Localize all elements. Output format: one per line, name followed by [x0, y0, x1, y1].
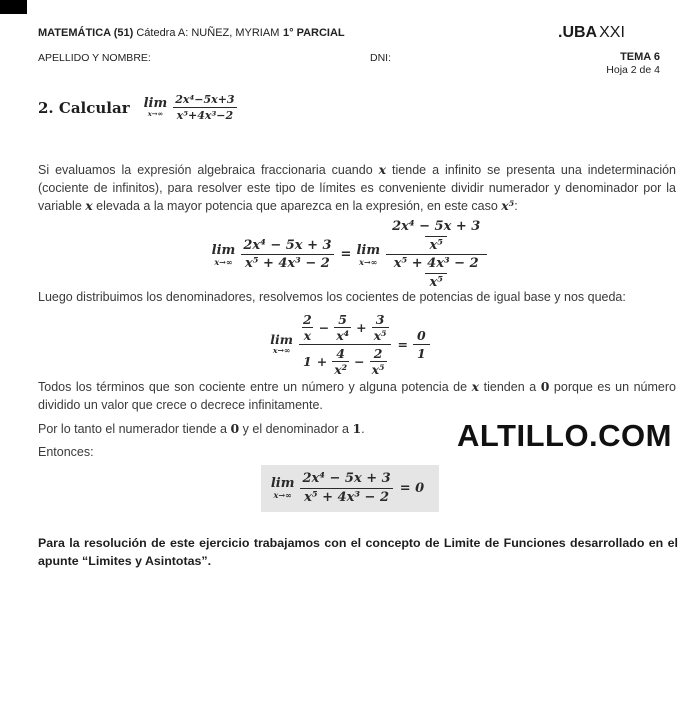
tema-label: TEMA 6 — [620, 51, 660, 63]
limit-operator: lim x→∞ — [211, 242, 236, 267]
equals-sign: = — [397, 337, 409, 352]
plus-sign: + — [356, 320, 367, 335]
fraction-rhs — [384, 219, 488, 290]
course-name: MATEMÁTICA (51) — [38, 27, 134, 39]
fraction-lhs: $\frac{\text{2x⁴ − 5x + 3}}{\text{x⁵ + 4x³ − 2}}$ — [239, 238, 335, 272]
formula-simplified-limit — [0, 312, 700, 377]
math-num-one: 1 — [352, 421, 362, 436]
logo-xxi: XXI — [599, 24, 625, 41]
paragraph-terminos: Todos los términos que son cociente entre un número y alguna potencia de x tienden a 0 porque es un número dividido un valor que crece o decrece infinitamente. — [38, 379, 676, 412]
scan-corner-mark — [0, 0, 27, 14]
plus-sign: + — [316, 354, 328, 369]
math-var-x: x — [378, 162, 387, 177]
paragraph-distribuimos: Luego distribuimos los denominadores, resolvemos los cocientes de potencias de igual base y nos queda: — [38, 290, 626, 304]
math-term-one: 1 — [303, 354, 312, 369]
fraction-4-over-x2: $\frac{4}{\text{x²}}$ — [334, 346, 348, 377]
fraction-result: $\frac{0}{1}$ — [413, 328, 430, 361]
fraction-rhs-top: $\frac{\text{2x⁴ − 5x + 3}}{\text{x⁵}}$ — [392, 219, 481, 253]
limit-operator: lim x→∞ — [356, 242, 381, 267]
problem-limit-expression — [144, 93, 239, 122]
limit-operator: lim x→∞ — [143, 96, 168, 119]
altillo-watermark: ALTILLO.COM — [457, 418, 672, 453]
fraction-rhs-bottom: $\frac{\text{x⁵ + 4x³ − 2}}{\text{x⁵}}$ — [393, 256, 479, 290]
fraction-2-over-x5: $\frac{2}{\text{x⁵}}$ — [371, 346, 385, 377]
fraction: $\frac{\text{2x⁴−5x+3}}{\text{x⁵+4x³−2}}$ — [171, 93, 238, 122]
tema-block — [606, 51, 660, 76]
fraction-main — [297, 312, 393, 377]
course-title — [38, 27, 279, 39]
minus-sign: − — [318, 320, 330, 335]
math-var-x5: x⁵ — [501, 198, 515, 213]
math-var-x: x — [471, 379, 480, 394]
conclusion-paragraph: Para la resolución de este ejercicio trabajamos con el concepto de Limite de Funciones desarrollado en el apunte “Limites y Asintotas”. — [38, 536, 678, 568]
fraction-final: $\frac{\text{2x⁴ − 5x + 3}}{\text{x⁵ + 4x³ − 2}}$ — [298, 471, 394, 505]
paragraph-por-lo-tanto: Por lo tanto el numerador tiende a 0 y el denominador a 1. — [38, 421, 365, 436]
equals-zero: = 0 — [399, 480, 425, 496]
paragraph-indeterminacion: Si evaluamos la expresión algebraica fraccionaria cuando x tiende a infinito se presenta una indeterminación (cociente de infinitos), para resolver este tipo de límites es conveniente dividir numerador y denominador por la variable x elevada a la mayor potencia que aparezca en la expresión, en este caso x⁵: — [38, 162, 676, 213]
formula-divide-by-x5 — [0, 219, 700, 290]
limit-operator: lim x→∞ — [270, 331, 293, 356]
paragraph-entonces: Entonces: — [38, 445, 94, 459]
fraction-3-over-x5: $\frac{3}{\text{x⁵}}$ — [373, 312, 387, 343]
final-result-row — [0, 465, 700, 512]
equals-sign: = — [340, 247, 352, 263]
page-number: Hoja 2 de 4 — [606, 64, 660, 76]
problem-label: 2. Calcular — [38, 98, 130, 117]
dni-field-label: DNI: — [370, 52, 391, 64]
highlighted-result-box — [261, 465, 439, 512]
uba-xxi-logo — [558, 24, 625, 42]
fraction-2-over-x: $\frac{2}{x}$ — [303, 312, 312, 343]
math-var-x: x — [85, 198, 93, 213]
exam-label: 1° PARCIAL — [283, 27, 345, 39]
minus-sign: − — [354, 354, 365, 369]
course-chair: Cátedra A: NUÑEZ, MYRIAM — [136, 27, 280, 39]
limit-operator: lim x→∞ — [270, 476, 295, 501]
problem-statement — [38, 93, 239, 122]
math-num-zero: 0 — [540, 379, 550, 394]
logo-uba: .UBA — [558, 24, 598, 41]
fraction-5-over-x4: $\frac{5}{\text{x⁴}}$ — [336, 312, 350, 343]
math-num-zero: 0 — [230, 421, 240, 436]
name-field-label: APELLIDO Y NOMBRE: — [38, 52, 151, 64]
